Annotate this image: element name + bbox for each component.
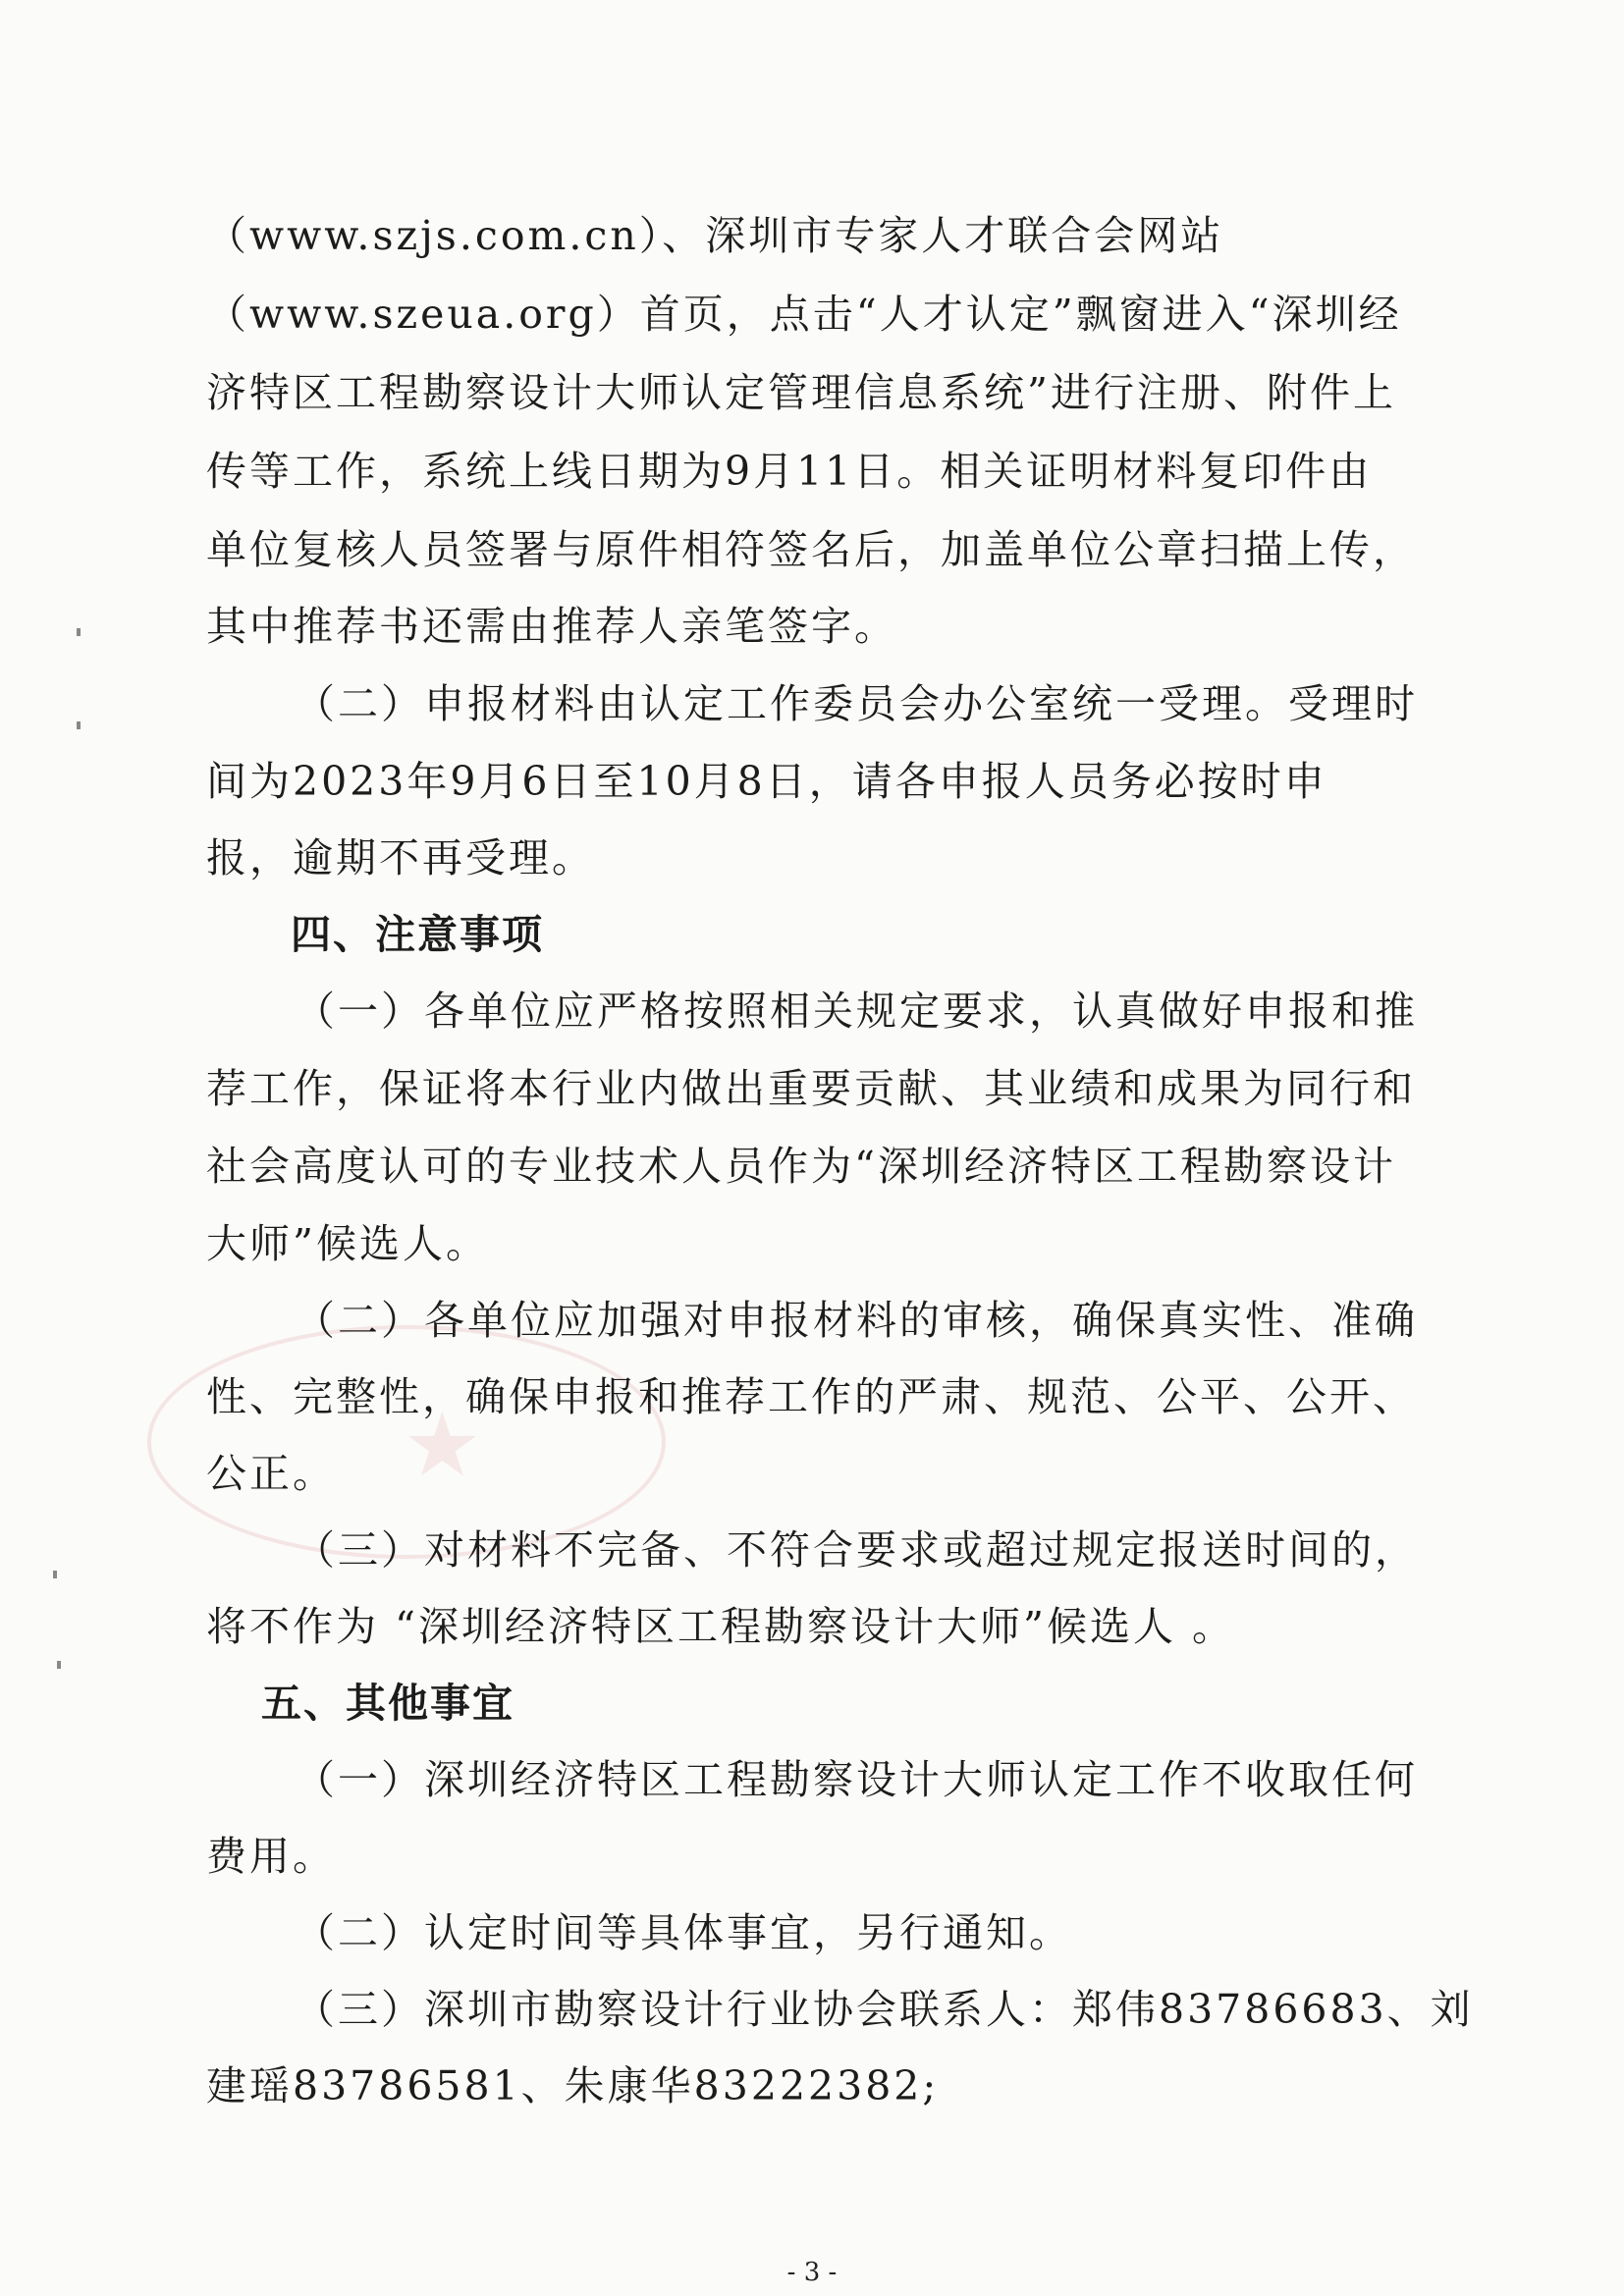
seal-star-icon: ★ bbox=[403, 1394, 482, 1497]
scan-mark bbox=[57, 1661, 61, 1669]
paragraph-start: （一）深圳经济特区工程勘察设计大师认定工作不收取任何 bbox=[295, 1756, 1418, 1803]
scan-mark bbox=[53, 1571, 57, 1578]
text-line: 其中推荐书还需由推荐人亲笔签字。 bbox=[206, 603, 897, 650]
paragraph-start: （二）认定时间等具体事宜，另行通知。 bbox=[295, 1909, 1072, 1956]
text-line: （www.szjs.com.cn）、深圳市专家人才联合会网站 bbox=[206, 212, 1224, 259]
text-line: 济特区工程勘察设计大师认定管理信息系统”进行注册、附件上 bbox=[206, 369, 1396, 416]
page-number: - 3 - bbox=[786, 2258, 838, 2287]
scan-mark bbox=[77, 628, 81, 636]
text-line: 报，逾期不再受理。 bbox=[206, 834, 595, 881]
scan-mark bbox=[77, 721, 81, 729]
paragraph-start: （三）深圳市勘察设计行业协会联系人：郑伟83786683、刘 bbox=[295, 1986, 1474, 2033]
text-line: 大师”候选人。 bbox=[206, 1220, 489, 1267]
section-heading: 四、注意事项 bbox=[291, 911, 544, 958]
paragraph-start: （三）对材料不完备、不符合要求或超过规定报送时间的， bbox=[295, 1526, 1418, 1574]
section-heading: 五、其他事宜 bbox=[261, 1680, 514, 1727]
text-line: 单位复核人员签署与原件相符签名后，加盖单位公章扫描上传， bbox=[206, 526, 1416, 573]
text-line: 费用。 bbox=[206, 1833, 336, 1880]
text-line: 荐工作，保证将本行业内做出重要贡献、其业绩和成果为同行和 bbox=[206, 1065, 1416, 1112]
text-line: 传等工作，系统上线日期为9月11日。相关证明材料复印件由 bbox=[206, 448, 1373, 495]
paragraph-start: （二）各单位应加强对申报材料的审核，确保真实性、准确 bbox=[295, 1297, 1418, 1344]
text-line: 社会高度认可的专业技术人员作为“深圳经济特区工程勘察设计 bbox=[206, 1143, 1396, 1190]
paragraph-start: （一）各单位应严格按照相关规定要求，认真做好申报和推 bbox=[295, 988, 1418, 1035]
text-line: 性、完整性，确保申报和推荐工作的严肃、规范、公平、公开、 bbox=[206, 1373, 1416, 1420]
text-line: 建瑶83786581、朱康华83222382; bbox=[206, 2062, 940, 2109]
text-line: 间为2023年9月6日至10月8日，请各申报人员务必按时申 bbox=[206, 758, 1327, 805]
text-line: 将不作为 “深圳经济特区工程勘察设计大师”候选人 。 bbox=[206, 1603, 1235, 1650]
paragraph-start: （二）申报材料由认定工作委员会办公室统一受理。受理时 bbox=[295, 680, 1418, 727]
text-line: 公正。 bbox=[206, 1450, 336, 1497]
text-line: （www.szeua.org）首页，点击“人才认定”飘窗进入“深圳经 bbox=[206, 291, 1402, 338]
